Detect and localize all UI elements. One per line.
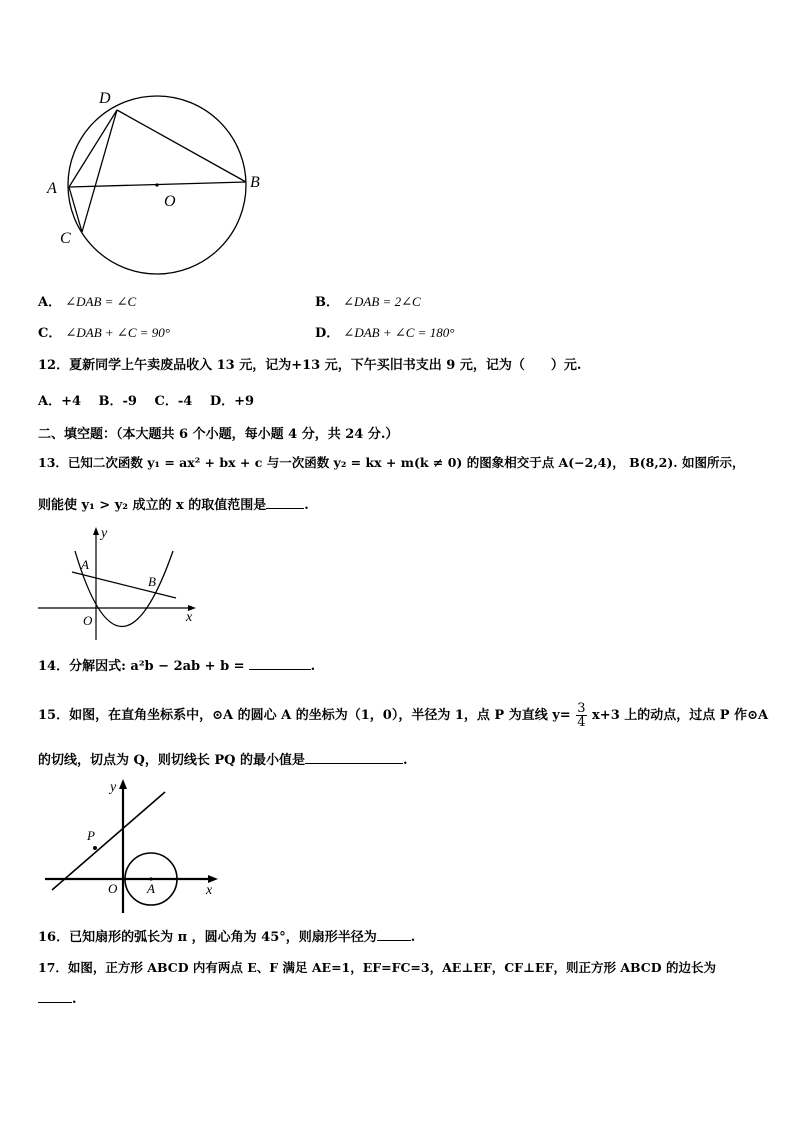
- label-b: B: [250, 174, 260, 191]
- q16-stem: [38, 926, 415, 945]
- option-text: ∠DAB + ∠C = 90°: [65, 325, 170, 340]
- q12-options: A．+4 B．-9 C．-4 D．+9: [38, 394, 255, 409]
- q15-text-b: x+3 上的动点，过点 P 作⊙A: [592, 708, 769, 723]
- option-text: ∠DAB + ∠C = 180°: [343, 325, 455, 340]
- option-letter: C．: [38, 326, 62, 341]
- q13-line1: 13．已知二次函数 y₁ = ax² + bx + c 与一次函数 y₂ = kx + m(k ≠ 0) 的图象相交于点 A(−2,4)， B(8,2). 如图所示，: [38, 455, 745, 470]
- y-axis-arrow: [119, 779, 127, 789]
- label-o: O: [83, 613, 93, 628]
- q15-line2-text: 的切线，切点为 Q，则切线长 PQ 的最小值是: [38, 753, 306, 768]
- q15-line2-end: .: [403, 753, 408, 768]
- q17-line2-end: .: [72, 992, 77, 1007]
- label-a: A: [81, 557, 89, 572]
- q16-text: 16．已知扇形的弧长为 π ，圆心角为 45°，则扇形半径为: [38, 930, 377, 945]
- label-a: A: [47, 180, 57, 197]
- q17-line1: 17．如图，正方形 ABCD 内有两点 E、F 满足 AE=1，EF=FC=3，AE⊥EF，CF⊥EF，则正方形 ABCD 的边长为: [38, 960, 716, 975]
- label-a: A: [147, 881, 155, 896]
- point-p: [93, 846, 97, 850]
- label-p: P: [87, 828, 95, 843]
- q11-option-b: [315, 291, 421, 310]
- answer-blank[interactable]: [38, 990, 72, 1003]
- fraction-denominator: 4: [577, 715, 586, 730]
- x-axis-arrow: [208, 875, 218, 883]
- label-c: C: [60, 230, 71, 247]
- fraction-numerator: 3: [577, 701, 586, 716]
- option-text: ∠DAB = ∠C: [65, 294, 137, 309]
- answer-blank[interactable]: [305, 751, 403, 764]
- option-letter: D．: [315, 326, 340, 341]
- line-l: [52, 792, 165, 890]
- graph-figure-q15: [0, 0, 240, 930]
- q12-stem: 12．夏新同学上午卖废品收入 13 元，记为+13 元，下午买旧书支出 9 元，记为（ ）元.: [38, 358, 582, 373]
- label-o: O: [164, 193, 176, 210]
- option-letter: B．: [315, 295, 339, 310]
- answer-blank[interactable]: [266, 496, 304, 509]
- label-y: y: [101, 526, 108, 541]
- answer-blank[interactable]: [377, 928, 411, 941]
- q14-end: .: [310, 659, 316, 674]
- q13-line2-text: 则能使 y₁ > y₂ 成立的 x 的取值范围是: [38, 498, 267, 513]
- label-x: x: [186, 610, 193, 625]
- q15-text-a: 15．如图，在直角坐标系中，⊙A 的圆心 A 的坐标为（1，0），半径为 1，点 P 为直线 y=: [38, 708, 571, 723]
- q13-line2-end: .: [304, 498, 309, 513]
- label-y: y: [110, 780, 117, 795]
- label-b: B: [148, 574, 156, 589]
- section-heading: 二、填空题：（本大题共 6 个小题，每小题 4 分，共 24 分.）: [38, 427, 399, 442]
- option-letter: A．: [38, 295, 62, 310]
- q16-end: .: [410, 930, 416, 945]
- option-text: ∠DAB = 2∠C: [343, 294, 421, 309]
- q14-text: 14．分解因式: a²b − 2ab + b =: [38, 659, 245, 674]
- fraction: [576, 702, 586, 729]
- q17-line2: [38, 990, 77, 1007]
- answer-blank[interactable]: [249, 657, 311, 670]
- q11-option-d: [315, 322, 454, 341]
- label-o: O: [108, 881, 118, 896]
- label-x: x: [206, 883, 213, 898]
- label-d: D: [99, 90, 111, 107]
